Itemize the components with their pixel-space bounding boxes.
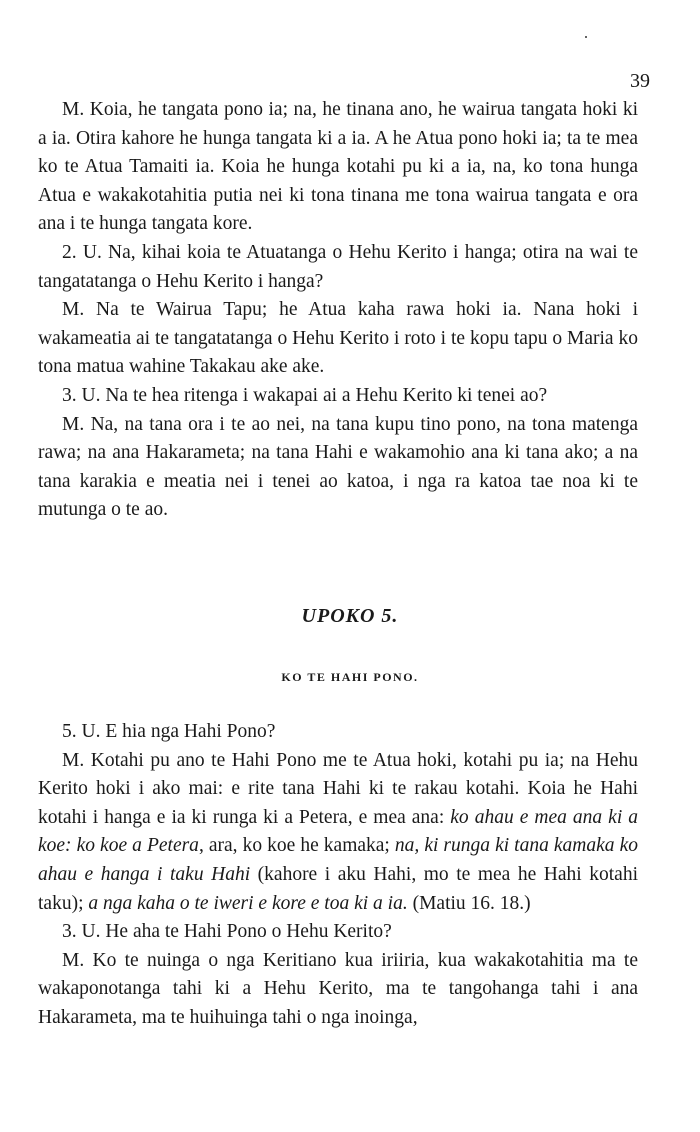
paragraph-question-5: [38, 718, 638, 747]
body-text-lower: [38, 718, 638, 1033]
paragraph-text: M. Kotahi pu ano te Hahi Pono me te Atua hoki, kotahi pu ia; na Hehu Kerito hoki i ako mai: e rite tana Hahi ki te rakau kotahi. Koia he Hahi kotahi i hanga e ia ki runga ki a Petera, e mea ana:: [38, 749, 638, 828]
paragraph-answer-1: [38, 96, 638, 239]
paragraph-text: (kahore i aku Hahi, mo te mea he Hahi kotahi taku);: [38, 863, 638, 914]
paragraph-question-3: [38, 382, 638, 411]
paragraph-text: M. Ko te nuinga o nga Keritiano kua iriiria, kua wakakotahitia ma te wakaponotanga tahi ki a Hehu Kerito, ma te tangohanga tahi i ana Hakarameta, ma te huihuinga tahi o nga inoinga,: [38, 949, 638, 1028]
scripture-quote: ko ahau e mea ana ki a koe: ko koe a Petera: [38, 806, 639, 857]
chapter-heading: UPOKO 5.: [301, 605, 399, 627]
paragraph-answer-5: [38, 747, 638, 919]
paragraph-text: M. Koia, he tangata pono ia; na, he tinana ano, he wairua tangata hoki ki a ia. Otira kahore he hunga tangata ki a ia. A he Atua pono hoki ia; ta te mea ko te Atua Tamaiti ia. Koia he hunga kotahi pu ki a ia, na, ko tona hunga Atua e wakakotahitia putia nei ki tona tinana me tona wairua tangata e ora ana i te hunga tangata kore.: [38, 99, 638, 235]
paragraph-question-2: [38, 239, 638, 296]
section-heading: KO TE HAHI PONO.: [281, 670, 419, 684]
paragraph-text: 3. U. He aha te Hahi Pono o Hehu Kerito?: [62, 921, 392, 943]
paragraph-question-6: [38, 918, 638, 947]
scripture-quote: a nga kaha o te iweri e kore e toa ki a ia.: [88, 892, 408, 914]
stray-ink-mark: [585, 36, 587, 38]
scripture-quote: na, ki runga ki tana kamaka ko ahau e hanga i taku Hahi: [38, 835, 638, 885]
citation: (Matiu 16. 18.): [407, 892, 531, 914]
paragraph-text: , ara, ko koe he kamaka;: [198, 835, 395, 857]
paragraph-text: 5. U. E hia nga Hahi Pono?: [62, 721, 276, 742]
paragraph-answer-3: [38, 411, 638, 525]
page-number: 39: [630, 70, 650, 92]
paragraph-answer-2: [38, 296, 638, 382]
paragraph-text: M. Na, na tana ora i te ao nei, na tana kupu tino pono, na tona matenga rawa; na ana Hakarameta; na tana Hahi e wakamohio ana ki tana ako; a na tana karakia e meatia nei i tenei ao katoa, i nga ra katoa tae noa ki te mutunga o te ao.: [38, 413, 638, 521]
paragraph-text: 3. U. Na te hea ritenga i wakapai ai a Hehu Kerito ki tenei ao?: [62, 384, 548, 406]
body-text-upper: [38, 96, 638, 525]
paragraph-text: 2. U. Na, kihai koia te Atuatanga o Hehu Kerito i hanga; otira na wai te tangatatanga o Hehu Kerito i hanga?: [38, 241, 638, 292]
paragraph-answer-6: [38, 947, 638, 1033]
paragraph-text: M. Na te Wairua Tapu; he Atua kaha rawa hoki ia. Nana hoki i wakameatia ai te tangatatanga o Hehu Kerito i roto i te kopu tapu o Maria ko tona matua wahine Takakau ake ake.: [38, 299, 638, 378]
